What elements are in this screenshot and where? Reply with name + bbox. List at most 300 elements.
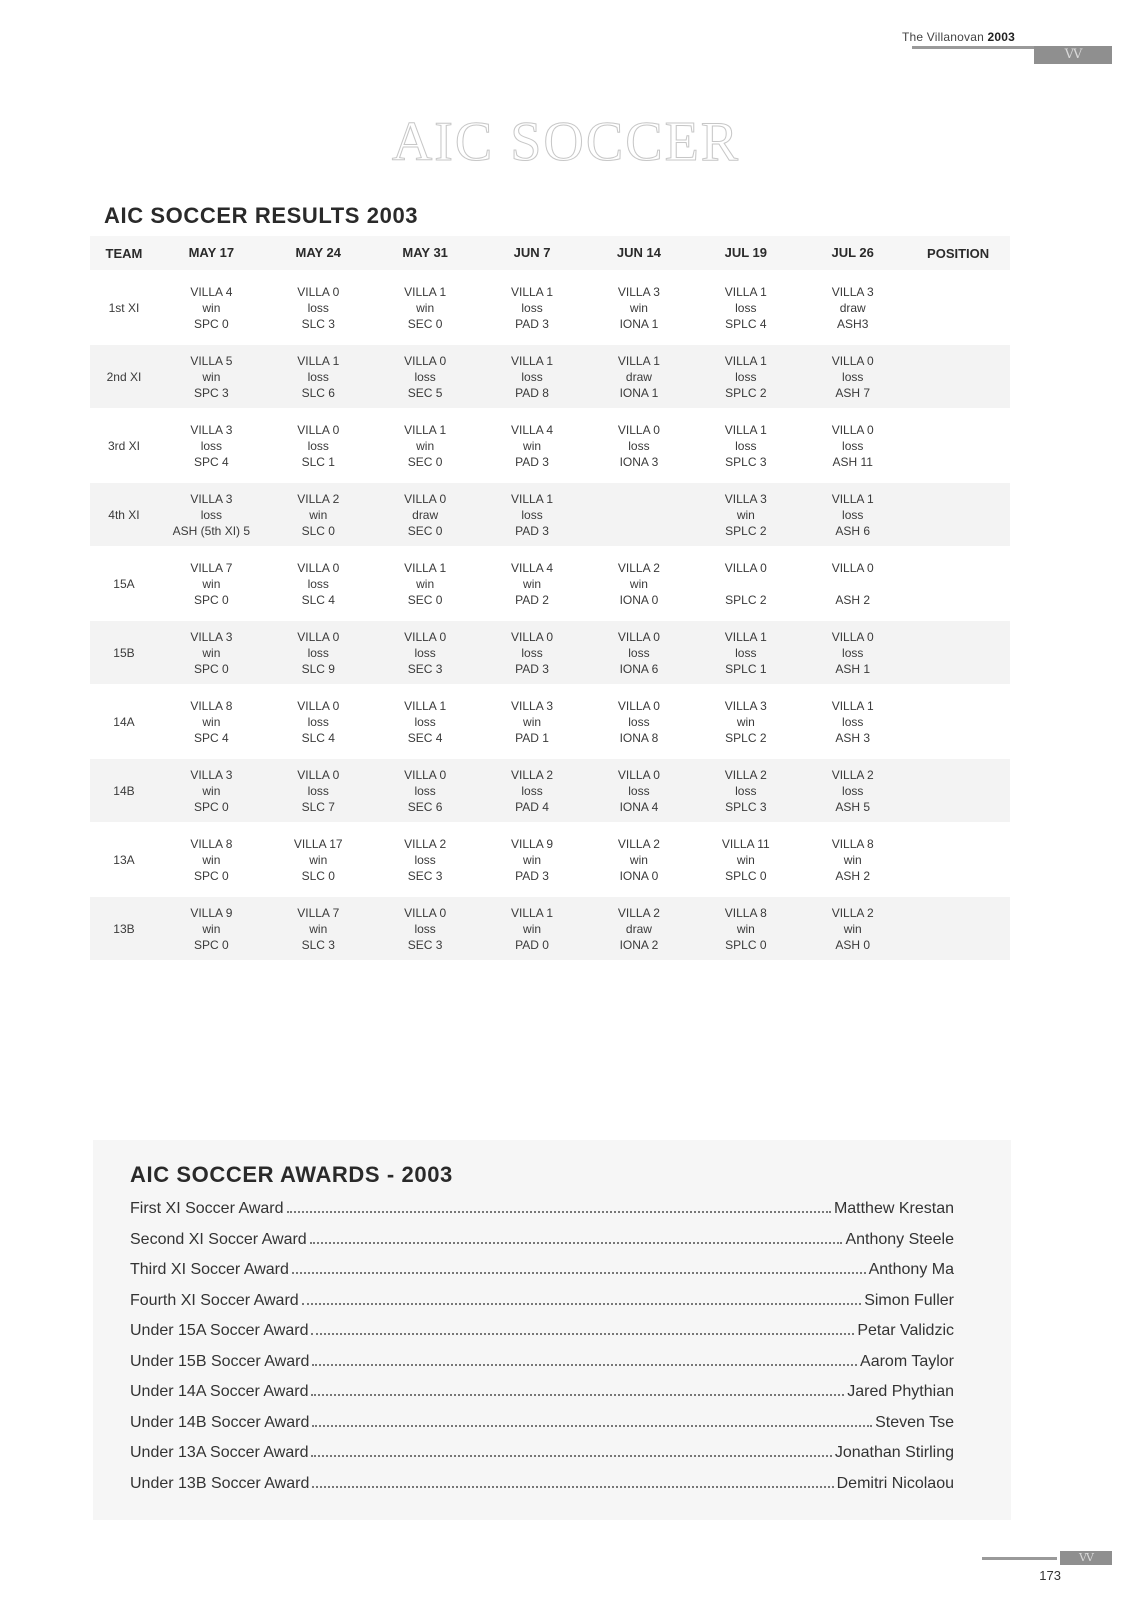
match-result-cell	[692, 284, 799, 332]
match-result-cell	[799, 353, 906, 401]
award-row	[130, 1475, 954, 1506]
match-outcome	[692, 576, 799, 592]
match-outcome: win	[736, 507, 755, 522]
match-outcome: loss	[842, 783, 864, 798]
match-result-cell	[692, 629, 799, 677]
match-result-cell	[479, 698, 586, 746]
match-outcome: loss	[521, 300, 543, 315]
match-result-cell	[372, 422, 479, 470]
opponent-score: SEC 6	[407, 799, 443, 814]
opponent-score: IONA 2	[619, 937, 659, 952]
match-result-cell	[692, 836, 799, 884]
villa-score: VILLA 2	[831, 767, 874, 782]
match-outcome	[585, 507, 692, 523]
match-result-cell	[585, 284, 692, 332]
table-row	[90, 690, 1010, 753]
results-heading: AIC SOCCER RESULTS 2003	[104, 203, 419, 228]
match-outcome: win	[523, 438, 542, 453]
footer-logo: VV	[1060, 1551, 1112, 1565]
villa-score: VILLA 1	[724, 353, 767, 368]
dot-leader	[292, 1271, 866, 1274]
match-result-cell	[585, 698, 692, 746]
villa-score: VILLA 1	[831, 491, 874, 506]
match-outcome: loss	[200, 507, 223, 522]
match-result-cell	[585, 836, 692, 884]
opponent-score: SPLC 0	[725, 868, 767, 883]
match-result-cell	[265, 560, 372, 608]
match-outcome: win	[309, 507, 328, 522]
villa-score: VILLA 1	[511, 491, 554, 506]
villa-score: VILLA 1	[511, 353, 554, 368]
villa-score: VILLA 0	[831, 560, 874, 575]
match-result-cell	[799, 422, 906, 470]
match-outcome: loss	[521, 369, 543, 384]
opponent-score: PAD 8	[515, 385, 549, 400]
match-result-cell	[799, 491, 906, 539]
header-rule	[912, 46, 1052, 49]
villa-score: VILLA 8	[190, 836, 233, 851]
villa-score: VILLA 0	[724, 560, 767, 575]
opponent-score: SPLC 1	[725, 661, 767, 676]
villa-score: VILLA 0	[617, 422, 660, 437]
match-outcome: win	[202, 852, 221, 867]
match-outcome: loss	[307, 714, 329, 729]
award-recipient: Jonathan Stirling	[834, 1444, 954, 1461]
opponent-score: ASH 11	[832, 454, 873, 469]
match-result-cell	[158, 836, 265, 884]
match-outcome: win	[629, 852, 648, 867]
match-result-cell	[265, 698, 372, 746]
match-outcome: win	[523, 921, 542, 936]
opponent-score: PAD 3	[515, 661, 549, 676]
award-recipient: Simon Fuller	[864, 1291, 954, 1309]
column-header: MAY 31	[402, 245, 448, 260]
match-outcome: win	[202, 921, 221, 936]
column-header: MAY 17	[188, 245, 235, 260]
villa-score: VILLA 1	[724, 284, 767, 299]
villa-score: VILLA 2	[511, 767, 554, 782]
match-result-cell	[372, 353, 479, 401]
opponent-score: SEC 0	[407, 523, 443, 538]
match-outcome: loss	[628, 714, 650, 729]
villa-score: VILLA 3	[190, 422, 233, 437]
match-outcome: loss	[521, 507, 543, 522]
award-title: Under 14B Soccer Award	[130, 1413, 310, 1431]
villa-score: VILLA 3	[511, 698, 554, 713]
match-result-cell	[265, 629, 372, 677]
villa-score: VILLA 0	[297, 560, 340, 575]
match-outcome: loss	[842, 714, 864, 729]
opponent-score: SLC 3	[301, 937, 335, 952]
match-outcome: loss	[628, 438, 650, 453]
dot-leader	[311, 1454, 831, 1457]
villa-score: VILLA 4	[511, 560, 554, 575]
villa-score: VILLA 2	[617, 836, 660, 851]
match-outcome: loss	[414, 783, 436, 798]
villa-score: VILLA 0	[297, 284, 340, 299]
publication-name: The Villanovan	[901, 30, 984, 44]
match-outcome: loss	[735, 369, 757, 384]
award-row	[130, 1353, 954, 1384]
villa-score: VILLA 1	[404, 698, 447, 713]
opponent-score: PAD 3	[515, 454, 549, 469]
villa-score: VILLA 2	[404, 836, 447, 851]
opponent-score: PAD 3	[515, 868, 549, 883]
villa-score: VILLA 0	[404, 767, 447, 782]
match-result-cell	[479, 629, 586, 677]
villa-score: VILLA 3	[724, 698, 767, 713]
villa-score: VILLA 7	[297, 905, 340, 920]
match-result-cell	[265, 422, 372, 470]
team-name: 1st XI	[108, 300, 140, 315]
match-result-cell	[158, 560, 265, 608]
match-result-cell	[692, 491, 799, 539]
opponent-score: PAD 1	[515, 730, 549, 745]
villa-score: VILLA 8	[190, 698, 233, 713]
match-result-cell	[692, 560, 799, 608]
villa-score: VILLA 1	[404, 560, 447, 575]
footer-logo-band	[982, 1551, 1112, 1565]
dot-leader	[312, 1485, 833, 1488]
award-recipient: Anthony Ma	[868, 1261, 954, 1278]
team-name: 2nd XI	[106, 369, 142, 384]
opponent-score: SPC 0	[194, 592, 229, 607]
opponent-score: SPLC 2	[725, 523, 767, 538]
villa-score: VILLA 0	[404, 353, 447, 368]
opponent-score: ASH3	[837, 316, 869, 331]
match-outcome: win	[843, 921, 862, 936]
opponent-score: IONA 1	[619, 316, 659, 331]
match-outcome: win	[736, 852, 755, 867]
award-row	[130, 1322, 954, 1353]
table-row	[90, 483, 1010, 546]
match-outcome: loss	[521, 645, 543, 660]
column-header: POSITION	[927, 245, 990, 261]
opponent-score: SPC 4	[194, 730, 229, 745]
results-table-body	[90, 276, 1010, 960]
match-outcome: loss	[521, 783, 543, 798]
opponent-score: SPLC 4	[725, 316, 767, 331]
match-result-cell	[158, 491, 265, 539]
villa-score: VILLA 0	[831, 422, 874, 437]
match-result-cell	[158, 284, 265, 332]
match-result-cell	[692, 767, 799, 815]
award-recipient: Aarom Taylor	[860, 1352, 954, 1370]
opponent-score: IONA 0	[619, 868, 659, 883]
match-outcome: loss	[414, 852, 436, 867]
opponent-score: IONA 3	[619, 454, 659, 469]
villa-score: VILLA 9	[190, 905, 233, 920]
match-result-cell	[158, 422, 265, 470]
award-row	[130, 1444, 954, 1475]
match-outcome: loss	[842, 438, 864, 453]
match-result-cell	[372, 836, 479, 884]
dot-leader	[312, 1363, 857, 1366]
award-recipient: Anthony Steele	[845, 1230, 954, 1248]
villa-score: VILLA 1	[404, 284, 447, 299]
match-outcome	[799, 576, 906, 592]
opponent-score: PAD 4	[515, 799, 549, 814]
award-row	[130, 1200, 954, 1231]
match-outcome: win	[629, 576, 648, 591]
award-recipient: Jared Phythian	[847, 1383, 954, 1400]
opponent-score: SLC 0	[301, 523, 335, 538]
column-header: MAY 24	[295, 245, 342, 260]
publication-year: 2003	[987, 30, 1015, 44]
match-result-cell	[692, 422, 799, 470]
villa-score: VILLA 0	[831, 353, 874, 368]
villa-score: VILLA 0	[297, 698, 340, 713]
villa-score: VILLA 2	[831, 905, 874, 920]
match-outcome: loss	[414, 645, 436, 660]
villa-score: VILLA 4	[190, 284, 233, 299]
opponent-score: SEC 0	[407, 454, 443, 469]
match-outcome: loss	[414, 714, 436, 729]
match-outcome: loss	[200, 438, 223, 453]
match-outcome: win	[309, 852, 328, 867]
awards-list	[130, 1200, 954, 1505]
match-result-cell	[158, 353, 265, 401]
match-outcome: win	[202, 300, 221, 315]
dot-leader	[312, 1424, 872, 1427]
match-result-cell	[265, 284, 372, 332]
award-recipient: Petar Validzic	[857, 1322, 954, 1339]
opponent-score: ASH 2	[835, 592, 871, 607]
opponent-score: ASH 6	[835, 523, 871, 538]
match-outcome: win	[202, 783, 221, 798]
opponent-score: PAD 3	[515, 523, 549, 538]
match-result-cell	[585, 905, 692, 953]
team-name: 15B	[113, 645, 135, 660]
opponent-score: SEC 5	[407, 385, 443, 400]
team-name: 15A	[113, 576, 135, 591]
opponent-score: SPC 0	[194, 316, 229, 331]
opponent-score: IONA 0	[619, 592, 659, 607]
opponent-score: IONA 8	[619, 730, 659, 745]
match-outcome: draw	[625, 369, 652, 384]
match-result-cell	[585, 560, 692, 608]
match-result-cell	[585, 491, 692, 539]
villa-score: VILLA 4	[511, 422, 554, 437]
match-outcome: draw	[839, 300, 866, 315]
match-result-cell	[265, 491, 372, 539]
match-result-cell	[372, 629, 479, 677]
villa-score: VILLA 3	[190, 629, 233, 644]
opponent-score: SEC 3	[407, 868, 443, 883]
villa-score: VILLA 0	[831, 629, 874, 644]
match-outcome: loss	[842, 369, 864, 384]
match-result-cell	[372, 767, 479, 815]
match-outcome: loss	[735, 645, 757, 660]
opponent-score: PAD 0	[515, 937, 549, 952]
match-result-cell	[158, 905, 265, 953]
match-outcome: loss	[307, 783, 329, 798]
results-table	[90, 236, 1010, 960]
villa-score: VILLA 0	[404, 491, 447, 506]
match-result-cell	[479, 836, 586, 884]
villa-score: VILLA 3	[831, 284, 874, 299]
award-row	[130, 1414, 954, 1445]
award-title: Under 15A Soccer Award	[130, 1322, 309, 1339]
opponent-score: SLC 3	[301, 316, 335, 331]
villa-score: VILLA 0	[404, 905, 447, 920]
match-result-cell	[692, 353, 799, 401]
opponent-score: SEC 0	[407, 592, 443, 607]
villa-score: VILLA 1	[617, 353, 660, 368]
opponent-score: SEC 3	[407, 937, 443, 952]
opponent-score: SPC 3	[194, 385, 229, 400]
villa-score: VILLA 0	[404, 629, 447, 644]
match-outcome: win	[416, 300, 435, 315]
opponent-score: SPLC 2	[725, 385, 767, 400]
award-row	[130, 1383, 954, 1414]
match-result-cell	[372, 698, 479, 746]
opponent-score: SPLC 2	[725, 730, 767, 745]
match-outcome: win	[736, 921, 755, 936]
match-outcome: loss	[735, 300, 757, 315]
opponent-score: SLC 9	[301, 661, 335, 676]
table-row	[90, 345, 1010, 408]
award-row	[130, 1261, 954, 1292]
match-outcome: loss	[414, 921, 436, 936]
match-result-cell	[692, 698, 799, 746]
dot-leader	[311, 1393, 844, 1396]
match-outcome: loss	[307, 369, 329, 384]
opponent-score: ASH 1	[835, 661, 871, 676]
villa-score: VILLA 0	[617, 629, 660, 644]
match-outcome: win	[629, 300, 648, 315]
match-result-cell	[799, 284, 906, 332]
column-header: JUN 14	[616, 245, 661, 260]
match-result-cell	[372, 284, 479, 332]
opponent-score: SEC 0	[407, 316, 443, 331]
opponent-score: SPC 4	[194, 454, 229, 469]
opponent-score: SPLC 0	[725, 937, 767, 952]
match-outcome: loss	[628, 645, 650, 660]
match-outcome: win	[309, 921, 328, 936]
match-outcome: win	[523, 714, 542, 729]
match-outcome: loss	[735, 438, 757, 453]
match-result-cell	[799, 629, 906, 677]
page-title: AIC SOCCER	[391, 111, 741, 173]
opponent-score: SLC 1	[301, 454, 335, 469]
table-row	[90, 759, 1010, 822]
table-row	[90, 276, 1010, 339]
villa-score: VILLA 1	[404, 422, 447, 437]
match-result-cell	[479, 905, 586, 953]
match-outcome: win	[416, 576, 435, 591]
villanovan-logo: VV	[1034, 46, 1112, 64]
opponent-score: ASH 5	[835, 799, 871, 814]
match-result-cell	[479, 422, 586, 470]
match-outcome: win	[523, 852, 542, 867]
villa-score: VILLA 11	[721, 836, 770, 851]
villa-score: VILLA 0	[511, 629, 554, 644]
opponent-score: SLC 7	[301, 799, 335, 814]
opponent-score: PAD 3	[515, 316, 549, 331]
page-number: 173	[1039, 1568, 1061, 1583]
match-outcome: loss	[307, 576, 329, 591]
results-table-header	[90, 236, 1010, 270]
award-recipient: Matthew Krestan	[833, 1200, 954, 1217]
villa-score: VILLA 0	[617, 767, 660, 782]
table-row	[90, 552, 1010, 615]
match-result-cell	[799, 905, 906, 953]
award-title: Under 14A Soccer Award	[130, 1383, 309, 1400]
match-result-cell	[479, 353, 586, 401]
opponent-score: SLC 0	[301, 868, 335, 883]
team-name: 13A	[113, 852, 135, 867]
villa-score: VILLA 2	[724, 767, 767, 782]
table-row	[90, 897, 1010, 960]
opponent-score: SEC 4	[407, 730, 443, 745]
match-outcome: draw	[625, 921, 652, 936]
column-header: JUL 19	[724, 245, 768, 260]
opponent-score: IONA 4	[619, 799, 659, 814]
opponent-score: SLC 4	[301, 730, 335, 745]
table-row	[90, 828, 1010, 891]
match-outcome: loss	[414, 369, 436, 384]
team-name: 14B	[113, 783, 135, 798]
villa-score: VILLA 3	[724, 491, 767, 506]
match-result-cell	[372, 905, 479, 953]
match-outcome: win	[416, 438, 435, 453]
award-title: Under 13B Soccer Award	[130, 1474, 310, 1492]
villa-score: VILLA 7	[190, 560, 233, 575]
match-result-cell	[585, 353, 692, 401]
dot-leader	[310, 1241, 843, 1244]
villa-score: VILLA 0	[617, 698, 660, 713]
table-row	[90, 621, 1010, 684]
opponent-score: PAD 2	[515, 592, 549, 607]
table-row	[90, 414, 1010, 477]
villa-score: VILLA 0	[297, 629, 340, 644]
match-result-cell	[585, 767, 692, 815]
match-outcome: win	[202, 369, 221, 384]
column-header: JUN 7	[513, 245, 551, 260]
opponent-score: IONA 6	[619, 661, 659, 676]
villa-score: VILLA 17	[293, 836, 343, 851]
match-result-cell	[692, 905, 799, 953]
award-title: Second XI Soccer Award	[130, 1230, 307, 1248]
villa-score: VILLA 8	[724, 905, 767, 920]
match-result-cell	[265, 836, 372, 884]
header-logo-band	[912, 46, 1112, 64]
award-recipient: Demitri Nicolaou	[836, 1474, 954, 1492]
match-outcome: win	[843, 852, 862, 867]
match-outcome: win	[202, 714, 221, 729]
match-result-cell	[585, 629, 692, 677]
villa-score: VILLA 3	[190, 491, 233, 506]
opponent-score: ASH 0	[835, 937, 871, 952]
opponent-score: SPC 0	[194, 799, 229, 814]
opponent-score: SPLC 3	[725, 454, 767, 469]
column-header: TEAM	[105, 245, 143, 261]
match-outcome: loss	[307, 300, 329, 315]
match-outcome: loss	[842, 645, 864, 660]
dot-leader	[302, 1302, 862, 1305]
award-row	[130, 1231, 954, 1262]
award-recipient: Steven Tse	[875, 1413, 954, 1431]
team-name: 14A	[113, 714, 135, 729]
opponent-score	[585, 523, 692, 539]
villa-score: VILLA 0	[297, 422, 340, 437]
column-header: JUL 26	[831, 245, 874, 260]
match-result-cell	[265, 905, 372, 953]
match-outcome: loss	[307, 438, 329, 453]
award-title: Under 15B Soccer Award	[130, 1352, 310, 1370]
match-outcome: draw	[412, 507, 439, 522]
